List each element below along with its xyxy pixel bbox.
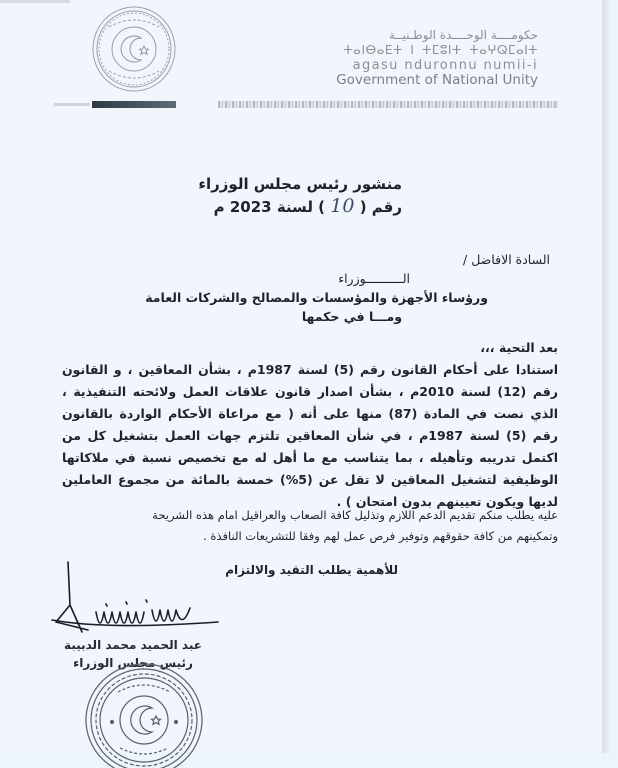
greeting: بعد التحية ،،، <box>480 340 558 355</box>
gov-name-arabic: حكومــــة الوحــــدة الوطـنيــة <box>388 28 538 42</box>
header-rule-light <box>54 103 90 106</box>
request-line-2: وتمكينهم من كافة حقوقهم وتوفير فرص عمل لهم وفقا للتشريعات النافذة . <box>203 529 558 543</box>
addressee-ministers: الــــــــــوزراء <box>338 271 410 286</box>
number-prefix: رقم ( <box>359 198 402 216</box>
closing-line: للأهمية يطلب التقيد والالتزام <box>225 563 398 577</box>
gov-name-tifinagh: ⵜⴰⵏⴱⴰⴹⵜ ⵏ ⵜⵎⵓⵏⵜ ⵜⴰⵖⵕⵎⴰⵏⵜ <box>343 43 538 57</box>
government-letterhead <box>336 28 538 88</box>
addressees <box>130 250 550 326</box>
page-edge <box>602 0 610 753</box>
scan-shadow <box>0 0 70 3</box>
gov-name-latin: agasu nduronnu numii-i <box>352 58 538 73</box>
addressee-heads: ورؤساء الأجهزة والمؤسسات والمصالح والشركات العامة <box>145 290 488 305</box>
number-suffix: ) لسنة 2023 م <box>213 198 326 216</box>
official-stamp-icon <box>82 658 206 768</box>
circular-title <box>198 173 402 218</box>
signatory-role: رئيس مجلس الوزراء <box>73 656 193 670</box>
circular-number-line <box>198 195 402 218</box>
addressee-equivalent: ومـــا في حكمها <box>301 309 402 324</box>
salutation: السادة الافاضل / <box>463 252 550 267</box>
letter-body <box>62 337 558 513</box>
handwritten-signature <box>48 560 228 645</box>
circular-number: 10 <box>330 195 355 217</box>
signatory-name: عبد الحميد محمد الدبيبة <box>64 638 202 652</box>
request-line-1: عليه يطلب منكم تقديم الدعم اللازم وتذليل كافة الصعاب والعراقيل امام هذه الشريحة <box>152 508 558 522</box>
legal-basis-paragraph: استنادا على أحكام القانون رقم (5) لسنة 1987م ، بشأن المعاقين ، و القانون رقم (12) لسنة 2010م ، بشأن اصدار قانون علاقات العمل ولائحته التنفيذية ، الذي نصت في المادة (87) منها على أنه ( مع مراعاة الأحكام الواردة بالقانون رقم (5) لسنة 1987م ، في شأن المعاقين تلتزم جهات العمل بتشغيل كل من اكتمل تدريبه وتأهيله ، بما يتناسب مع ما أهل له مع تخصيص نسبة في ملاكاتها الوظيفية لتشغيل المعاقين لا تقل عن (5%) خمسة بالمائة من مجموع العاملين لديها ويكون تعيينهم بدون امتحان ) . <box>62 362 559 509</box>
gov-name-english: Government of National Unity <box>336 72 538 88</box>
header-rule-dark <box>92 101 176 108</box>
request-paragraph <box>62 505 558 547</box>
header-rule-pattern <box>218 101 558 108</box>
circular-heading: منشور رئيس مجلس الوزراء <box>198 175 402 193</box>
seal-icon <box>91 5 177 93</box>
